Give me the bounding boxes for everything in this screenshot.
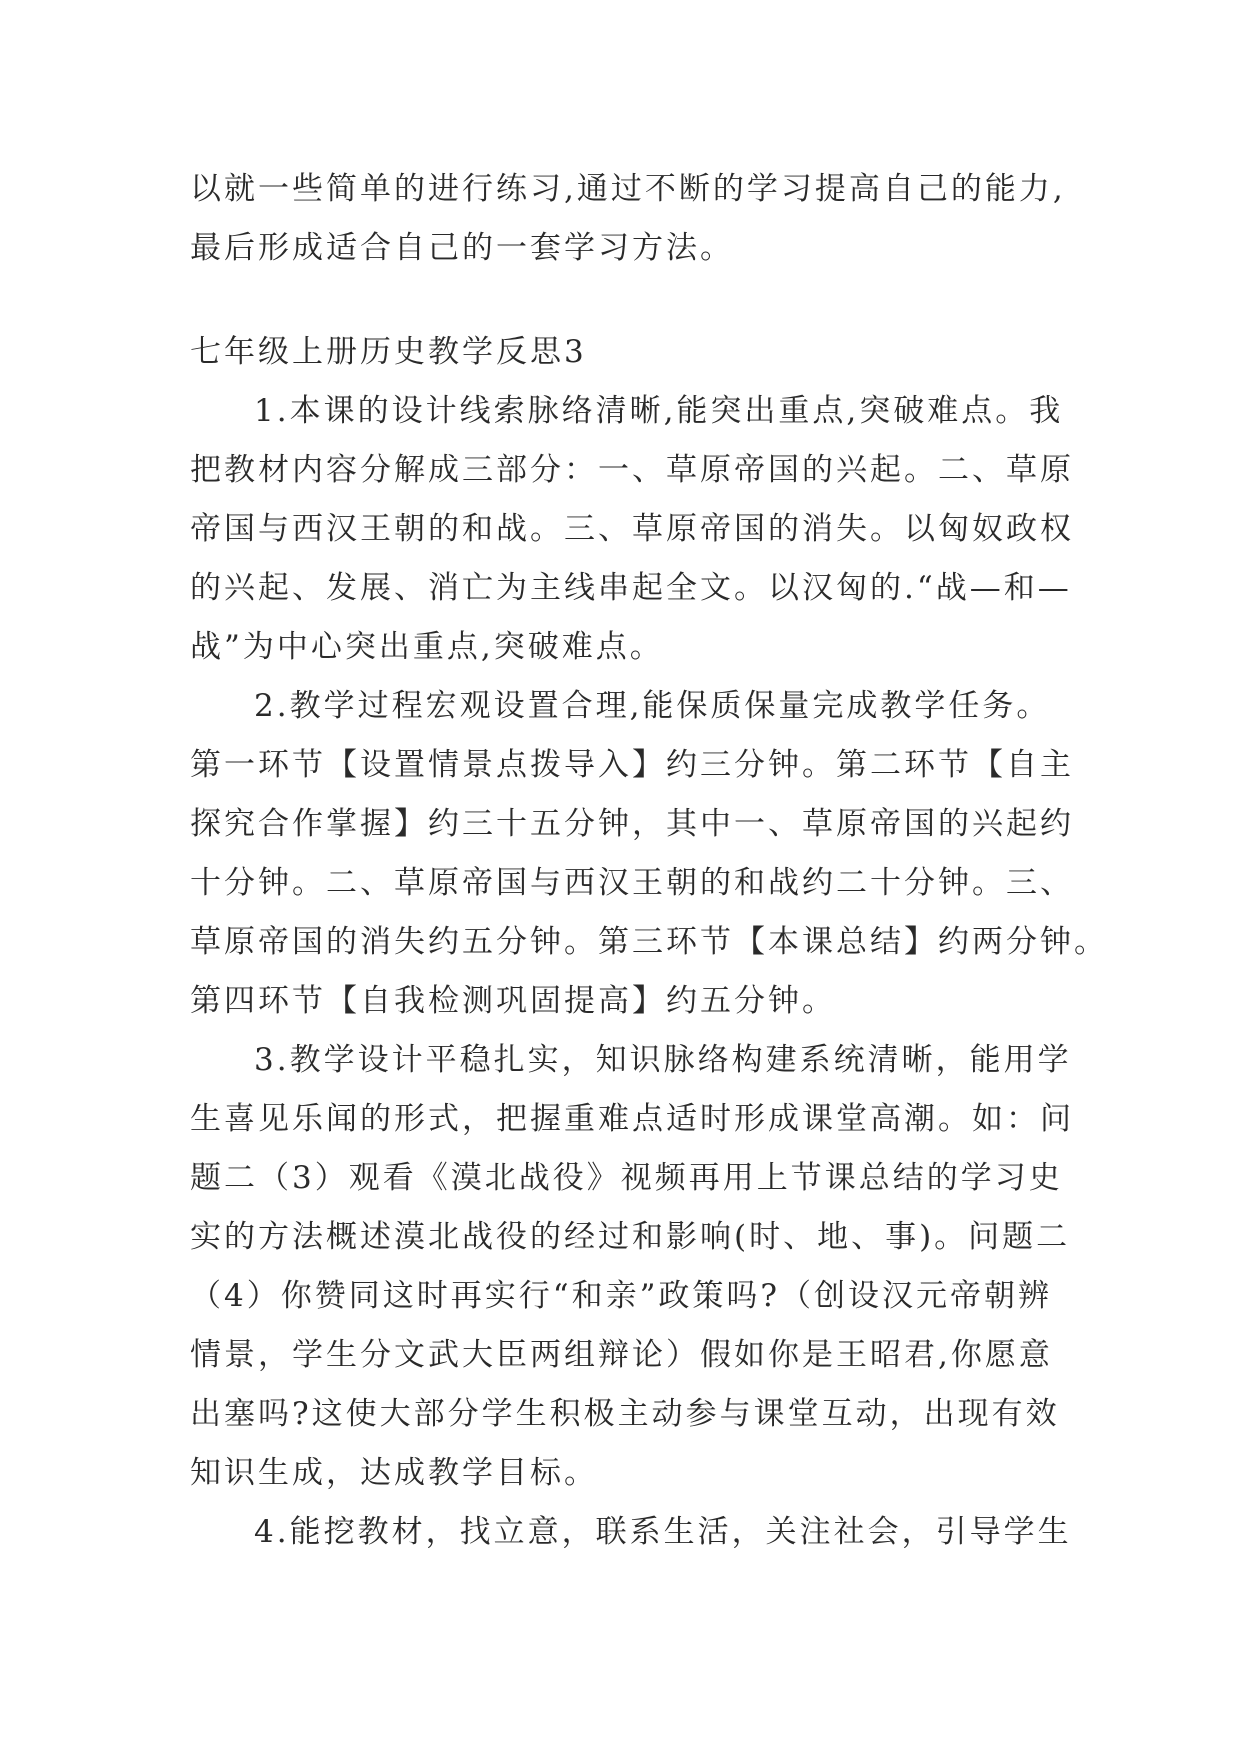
text-line: 情景，学生分文武大臣两组辩论）假如你是王昭君,你愿意: [190, 1337, 1053, 1373]
text-line: 第四环节【自我检测巩固提高】约五分钟。: [190, 983, 836, 1019]
text-line: 知识生成，达成教学目标。: [190, 1455, 598, 1491]
text-line: 题二（3）观看《漠北战役》视频再用上节课总结的学习史: [190, 1160, 1063, 1196]
text-line: 把教材内容分解成三部分：一、草原帝国的兴起。二、草原: [190, 452, 1074, 488]
text-line: （4）你赞同这时再实行“和亲”政策吗?（创设汉元帝朝辨: [190, 1278, 1053, 1314]
text-line: 十分钟。二、草原帝国与西汉王朝的和战约二十分钟。三、: [190, 865, 1074, 901]
text-line: 第一环节【设置情景点拨导入】约三分钟。第二环节【自主: [190, 747, 1074, 783]
section-body: [190, 323, 1108, 1562]
text-line: 3.教学设计平稳扎实，知识脉络构建系统清晰，能用学: [254, 1042, 1072, 1078]
text-line: 的兴起、发展、消亡为主线串起全文。以汉匈的.“战—和—: [190, 570, 1072, 606]
text-line: 战”为中心突出重点,突破难点。: [190, 629, 664, 665]
intro-paragraph: [190, 160, 1070, 278]
text-line: 帝国与西汉王朝的和战。三、草原帝国的消失。以匈奴政权: [190, 511, 1074, 547]
text-line: 以就一些简单的进行练习,通过不断的学习提高自己的能力,: [190, 171, 1066, 207]
text-line: 4.能挖教材，找立意，联系生活，关注社会，引导学生: [254, 1514, 1072, 1550]
paragraph-2: [190, 677, 1108, 1031]
text-line: 出塞吗?这使大部分学生积极主动参与课堂互动，出现有效: [190, 1396, 1060, 1432]
section-heading: 七年级上册历史教学反思3: [190, 334, 587, 370]
text-line: 草原帝国的消失约五分钟。第三环节【本课总结】约两分钟。: [190, 924, 1108, 960]
text-line: 实的方法概述漠北战役的经过和影响(时、地、事)。问题二: [190, 1219, 1071, 1255]
text-line: 探究合作掌握】约三十五分钟，其中一、草原帝国的兴起约: [190, 806, 1074, 842]
paragraph-3: [190, 1031, 1074, 1503]
paragraph-4: [190, 1503, 1070, 1562]
text-line: 2.教学过程宏观设置合理,能保质保量完成教学任务。: [254, 688, 1051, 724]
paragraph-1: [190, 382, 1074, 677]
text-line: 生喜见乐闻的形式，把握重难点适时形成课堂高潮。如：问: [190, 1101, 1074, 1137]
text-line: 最后形成适合自己的一套学习方法。: [190, 230, 734, 266]
text-line: 1.本课的设计线索脉络清晰,能突出重点,突破难点。我: [254, 393, 1064, 429]
